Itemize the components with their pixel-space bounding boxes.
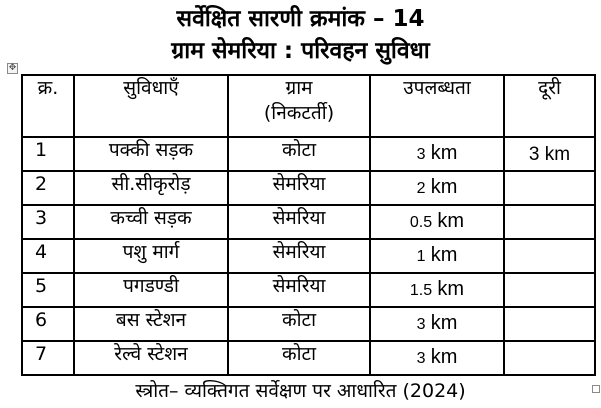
- table-title: सर्वेक्षित सारणी क्रमांक – 14: [176, 6, 425, 32]
- table-row: [22, 205, 595, 239]
- row-serial: 5: [22, 273, 74, 307]
- row-availability: [370, 205, 504, 239]
- row-availability: [370, 137, 504, 171]
- row-facility: कच्वी सड़क: [74, 205, 228, 239]
- row-village: कोटा: [228, 307, 370, 341]
- table-row: [22, 171, 595, 205]
- row-availability: [370, 273, 504, 307]
- row-village: सेमरिया: [228, 171, 370, 205]
- availability-value: 0.5: [409, 214, 433, 231]
- move-arrows-icon[interactable]: ✥: [8, 63, 17, 73]
- table-subtitle: ग्राम सेमरिया : परिवहन सुविधा: [171, 38, 430, 64]
- row-village: सेमरिया: [228, 205, 370, 239]
- table-row: [22, 239, 595, 273]
- header-availability: उपलब्धता: [370, 75, 504, 137]
- availability-value: 3: [416, 350, 426, 367]
- row-facility: पगडण्डी: [74, 273, 228, 307]
- resize-square-icon[interactable]: [592, 385, 600, 393]
- table-row: [22, 137, 595, 171]
- row-village: कोटा: [228, 137, 370, 171]
- table-header-row: [22, 75, 595, 137]
- header-village-note: (निकटर्ती): [263, 102, 335, 124]
- row-distance: [504, 273, 595, 307]
- row-availability: [370, 239, 504, 273]
- row-serial: 4: [22, 239, 74, 273]
- availability-value: 2: [416, 180, 426, 197]
- source-note: स्त्रोत– व्यक्तिगत सर्वेक्षण पर आधारित (2024): [135, 380, 466, 402]
- row-serial: 2: [22, 171, 74, 205]
- table-row: [22, 341, 595, 375]
- availability-unit: km: [430, 142, 458, 164]
- row-facility: रेल्वे स्टेशन: [74, 341, 228, 375]
- availability-unit: km: [430, 312, 458, 334]
- availability-unit: km: [430, 176, 458, 198]
- row-distance: [504, 205, 595, 239]
- row-facility: पक्की सड़क: [74, 137, 228, 171]
- row-distance: [504, 171, 595, 205]
- header-facility: सुविधाएँ: [74, 75, 228, 137]
- row-facility: बस स्टेशन: [74, 307, 228, 341]
- header-village-label: ग्राम: [285, 77, 313, 99]
- row-serial: 7: [22, 341, 74, 375]
- header-village: [228, 75, 370, 137]
- availability-value: 1: [416, 248, 426, 265]
- table-row: [22, 307, 595, 341]
- header-distance: दूरी: [504, 75, 595, 137]
- availability-unit: km: [430, 244, 458, 266]
- table-row: [22, 273, 595, 307]
- row-availability: [370, 171, 504, 205]
- availability-unit: km: [437, 278, 465, 300]
- availability-value: 3: [416, 316, 426, 333]
- row-village: सेमरिया: [228, 239, 370, 273]
- row-distance: [504, 307, 595, 341]
- row-village: कोटा: [228, 341, 370, 375]
- row-availability: [370, 307, 504, 341]
- row-distance: 3 km: [504, 137, 595, 171]
- row-serial: 1: [22, 137, 74, 171]
- row-serial: 3: [22, 205, 74, 239]
- transport-facility-table: [21, 74, 596, 376]
- row-serial: 6: [22, 307, 74, 341]
- row-village: सेमरिया: [228, 273, 370, 307]
- availability-unit: km: [430, 346, 458, 368]
- row-distance: [504, 239, 595, 273]
- row-facility: पशु मार्ग: [74, 239, 228, 273]
- availability-value: 1.5: [409, 282, 433, 299]
- availability-value: 3: [416, 146, 426, 163]
- header-serial: क्र.: [22, 75, 74, 137]
- row-availability: [370, 341, 504, 375]
- availability-unit: km: [437, 210, 465, 232]
- row-distance: [504, 341, 595, 375]
- row-facility: सी.सीकृरोड़: [74, 171, 228, 205]
